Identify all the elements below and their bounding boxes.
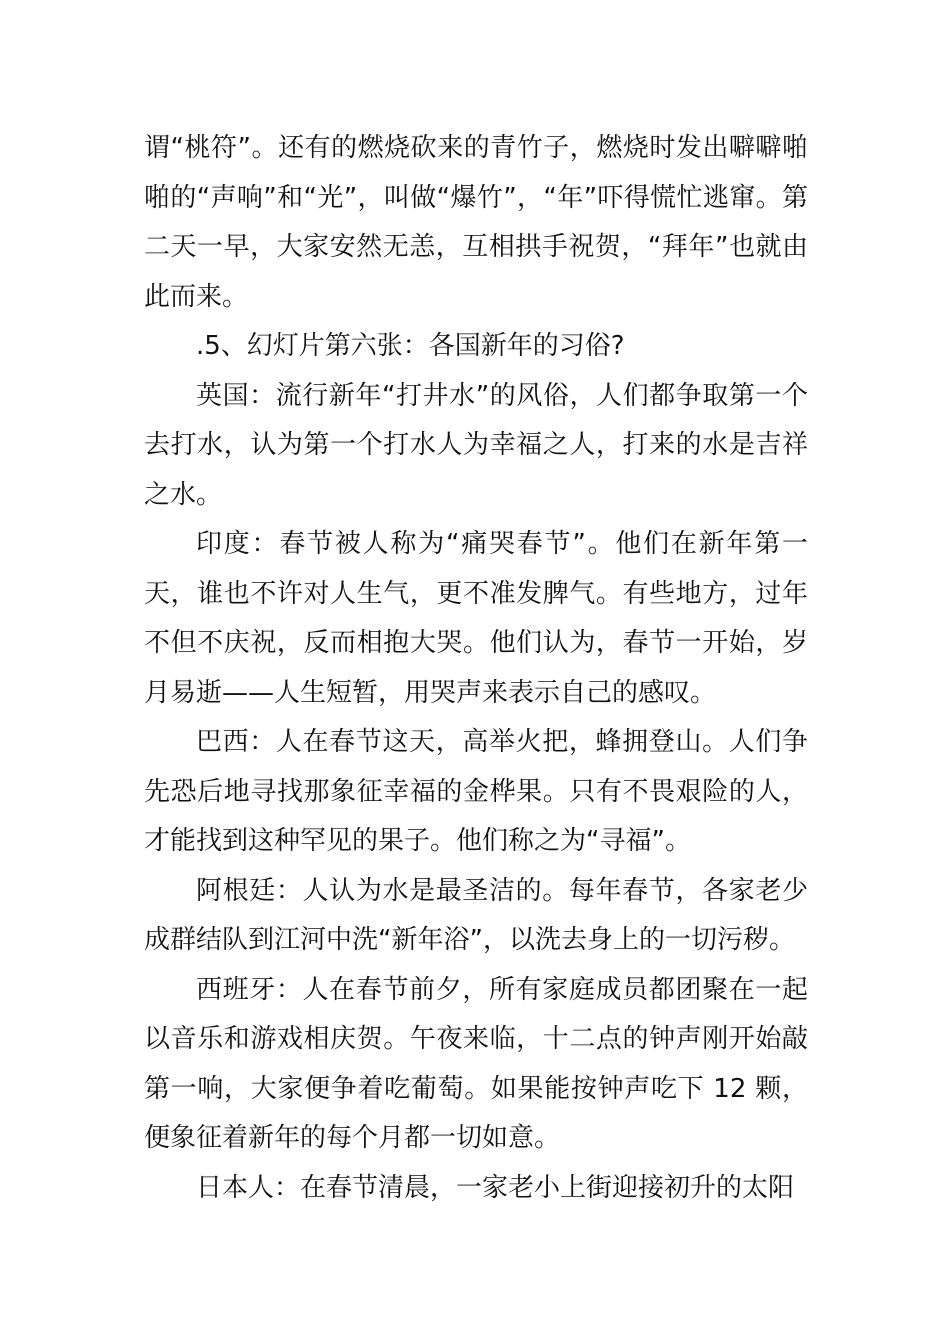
paragraph-origin-of-new-year: 谓“桃符”。还有的燃烧砍来的青竹子，燃烧时发出噼噼啪啪的“声响”和“光”，叫做“爆竹”，“年”吓得慌忙逃窜。第二天一早，大家安然无恙，互相拱手祝贺，“拜年”也就由此而来。 (144, 133, 808, 312)
paragraph-brazil: 巴西：人在春节这天，高举火把，蜂拥登山。人们争先恐后地寻找那象征幸福的金桦果。只有不畏艰险的人，才能找到这种罕见的果子。他们称之为“寻福”。 (144, 727, 808, 856)
document-page (144, 124, 808, 1213)
paragraph-india: 印度：春节被人称为“痛哭春节”。他们在新年第一天，谁也不许对人生气，更不准发脾气。有些地方，过年不但不庆祝，反而相抱大哭。他们认为，春节一开始，岁月易逝——人生短暂，用哭声来表示自己的感叹。 (144, 529, 808, 708)
paragraph-japan: 日本人：在春节清晨，一家老小上街迎接初升的太阳 (196, 1172, 795, 1203)
paragraph-argentina: 阿根廷：人认为水是最圣洁的。每年春节，各家老少成群结队到江河中洗“新年浴”，以洗去身上的一切污秽。 (144, 875, 808, 955)
paragraph-spain: 西班牙：人在春节前夕，所有家庭成员都团聚在一起以音乐和游戏相庆贺。午夜来临，十二点的钟声刚开始敲第一响，大家便争着吃葡萄。如果能按钟声吃下 12 颗，便象征着新年的每个月都一切如意。 (144, 974, 808, 1153)
section-heading-new-year-customs: .5、幻灯片第六张：各国新年的习俗? (196, 331, 625, 361)
paragraph-england: 英国：流行新年“打井水”的风俗，人们都争取第一个去打水，认为第一个打水人为幸福之人，打来的水是吉祥之水。 (144, 380, 808, 510)
